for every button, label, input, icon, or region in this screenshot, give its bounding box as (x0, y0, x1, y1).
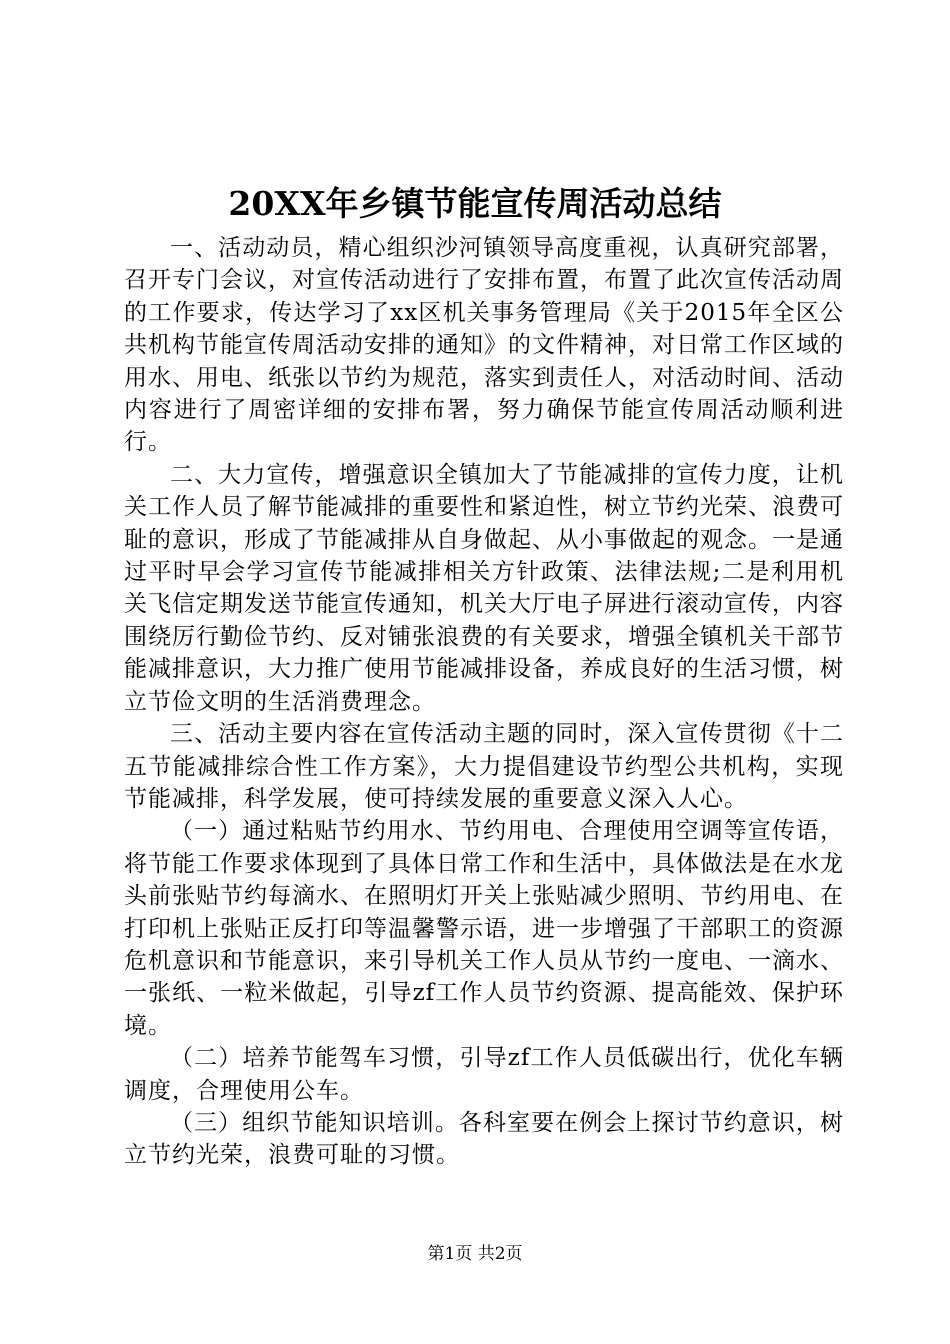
document-body (124, 232, 844, 1172)
paragraph-2: 二、大力宣传，增强意识全镇加大了节能减排的宣传力度，让机关工作人员了解节能减排的重要性和紧迫性，树立节约光荣、浪费可耻的意识，形成了节能减排从自身做起、从小事做起的观念。一是通过平时早会学习宣传节能减排相关方针政策、法律法规;二是利用机关飞信定期发送节能宣传通知，机关大厅电子屏进行滚动宣传，内容围绕厉行勤俭节约、反对铺张浪费的有关要求，增强全镇机关干部节能减排意识，大力推广使用节能减排设备，养成良好的生活习惯，树立节俭文明的生活消费理念。 (124, 461, 844, 715)
paragraph-4: （一）通过粘贴节约用水、节约用电、合理使用空调等宣传语，将节能工作要求体现到了具体日常工作和生活中，具体做法是在水龙头前张贴节约每滴水、在照明灯开关上张贴减少照明、节约用电、在打印机上张贴正反打印等温馨警示语，进一步增强了干部职工的资源危机意识和节能意识，来引导机关工作人员从节约一度电、一滴水、一张纸、一粒米做起，引导zf工作人员节约资源、提高能效、保护环境。 (124, 818, 844, 1039)
document-title: 20XX年乡镇节能宣传周活动总结 (228, 184, 722, 223)
page-number-footer: 第1页 共2页 (427, 1244, 523, 1264)
paragraph-6: （三）组织节能知识培训。各科室要在例会上探讨节约意识，树立节约光荣，浪费可耻的习惯。 (124, 1109, 844, 1169)
paragraph-3: 三、活动主要内容在宣传活动主题的同时，深入宣传贯彻《十二五节能减排综合性工作方案》，大力提倡建设节约型公共机构，实现节能减排，科学发展，使可持续发展的重要意义深入人心。 (124, 721, 844, 812)
paragraph-1: 一、活动动员，精心组织沙河镇领导高度重视，认真研究部署，召开专门会议，对宣传活动进行了安排布置，布置了此次宣传活动周的工作要求，传达学习了xx区机关事务管理局《关于2015年全区公共机构节能宣传周活动安排的通知》的文件精神，对日常工作区域的用水、用电、纸张以节约为规范，落实到责任人，对活动时间、活动内容进行了周密详细的安排布署，努力确保节能宣传周活动顺利进行。 (124, 235, 844, 456)
paragraph-5: （二）培养节能驾车习惯，引导zf工作人员低碳出行，优化车辆调度，合理使用公车。 (124, 1045, 844, 1104)
